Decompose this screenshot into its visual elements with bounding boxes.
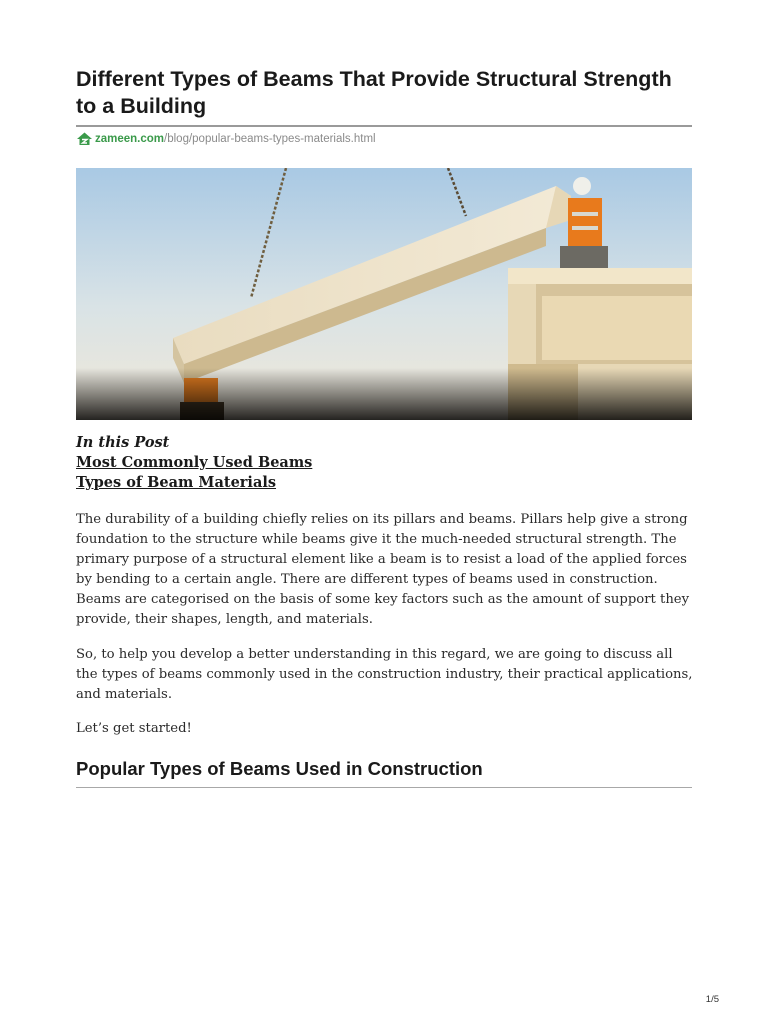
hero-construction-image	[76, 168, 692, 420]
section-divider	[76, 787, 692, 788]
source-domain: zameen.com	[95, 132, 165, 145]
toc-heading: In this Post	[76, 434, 170, 451]
page-title: Different Types of Beams That Provide Structural Strength to a Building	[76, 67, 672, 118]
section-heading: Popular Types of Beams Used in Construction	[76, 758, 483, 779]
source-path: /blog/popular-beams-types-materials.html	[164, 132, 376, 145]
source-url[interactable]	[76, 131, 376, 146]
toc-link-types-of-beam-materials[interactable]: Types of Beam Materials	[76, 474, 277, 491]
intro-paragraph: The durability of a building chiefly relies on its pillars and beams. Pillars help give a strong foundation to the structure while beams give it the much-needed structural strength. The primary purpose of a structural element like a beam is to resist a load of the applied forces by bending to a certain angle. There are different types of beams used in construction. Beams are categorised on the basis of some key factors such as the amount of support they provide, their shapes, length, and materials.	[76, 512, 690, 627]
lets-get-started-text: Let’s get started!	[76, 721, 192, 736]
purpose-paragraph: So, to help you develop a better understanding in this regard, we are going to discuss all the types of beams commonly used in the construction industry, their practical applications, and materials.	[76, 647, 693, 702]
zameen-logo-icon	[76, 131, 93, 146]
toc-link-most-commonly-used-beams[interactable]: Most Commonly Used Beams	[76, 454, 313, 471]
page-number: 1/5	[705, 994, 719, 1005]
title-divider	[76, 125, 692, 127]
